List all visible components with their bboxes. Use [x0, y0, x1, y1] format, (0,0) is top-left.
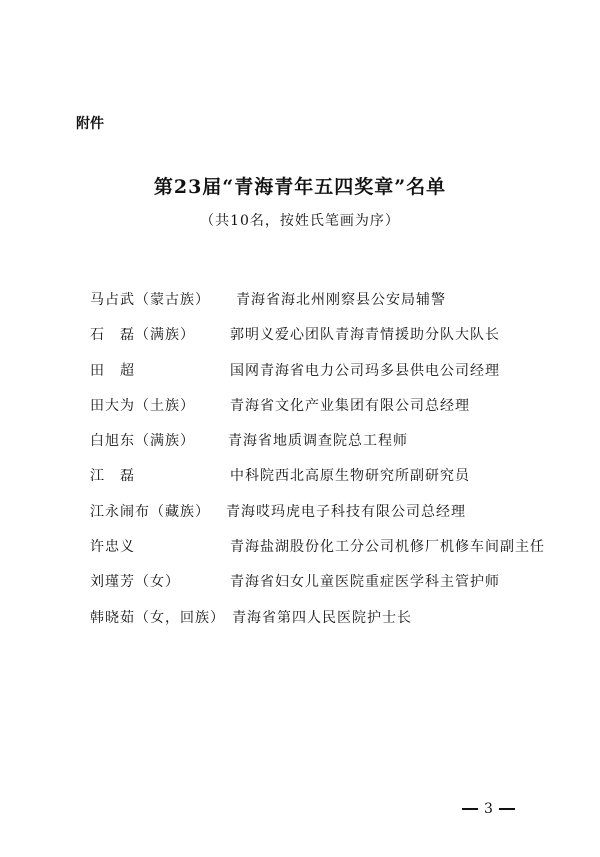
recipient-list: [90, 289, 550, 642]
page-number-value: 3: [484, 801, 493, 817]
recipient-unit: 青海哎玛虎电子科技有限公司总经理: [226, 503, 466, 520]
recipient-name: 江 磊: [90, 468, 135, 485]
recipient-unit: 青海省文化产业集团有限公司总经理: [230, 397, 470, 414]
list-item: [90, 289, 550, 324]
attachment-label: 附件: [76, 116, 104, 132]
recipient-unit: 郭明义爱心团队青海青情援助分队大队长: [230, 327, 500, 344]
recipient-name: 韩晓茹（女，回族）: [90, 609, 225, 626]
list-item: [90, 607, 550, 642]
recipient-name: 马占武（蒙古族）: [90, 292, 210, 308]
recipient-unit: 中科院西北高原生物研究所副研究员: [230, 468, 470, 485]
page-number: [462, 801, 515, 817]
page-number-dash-left: [462, 808, 478, 810]
recipient-name: 田 超: [90, 362, 135, 379]
recipient-unit: 青海盐湖股份化工分公司机修厂机修车间副主任: [230, 539, 545, 556]
recipient-name: 石 磊（满族）: [90, 327, 195, 344]
list-item: [90, 430, 550, 465]
list-item: [90, 465, 550, 500]
recipient-name: 江永闹布（藏族）: [90, 503, 210, 520]
list-item: [90, 501, 550, 536]
list-item: [90, 360, 550, 395]
recipient-unit: 青海省第四人民医院护士长: [232, 609, 412, 626]
list-item: [90, 571, 550, 606]
recipient-name: 刘瑾芳（女）: [90, 574, 180, 591]
recipient-unit: 青海省地质调查院总工程师: [228, 433, 408, 450]
list-item: [90, 324, 550, 359]
list-item: [90, 395, 550, 430]
page-subtitle: （共10名，按姓氏笔画为序）: [200, 213, 400, 229]
page-title: 第23届“青海青年五四奖章”名单: [153, 176, 447, 198]
recipient-name: 白旭东（满族）: [90, 433, 195, 450]
recipient-name: 田大为（土族）: [90, 397, 195, 414]
recipient-unit: 国网青海省电力公司玛多县供电公司经理: [230, 362, 500, 379]
page-number-dash-right: [499, 808, 515, 810]
recipient-unit: 青海省妇女儿童医院重症医学科主管护师: [230, 574, 500, 591]
recipient-unit: 青海省海北州刚察县公安局辅警: [236, 292, 446, 308]
recipient-name: 许忠义: [90, 539, 135, 556]
list-item: [90, 536, 550, 571]
